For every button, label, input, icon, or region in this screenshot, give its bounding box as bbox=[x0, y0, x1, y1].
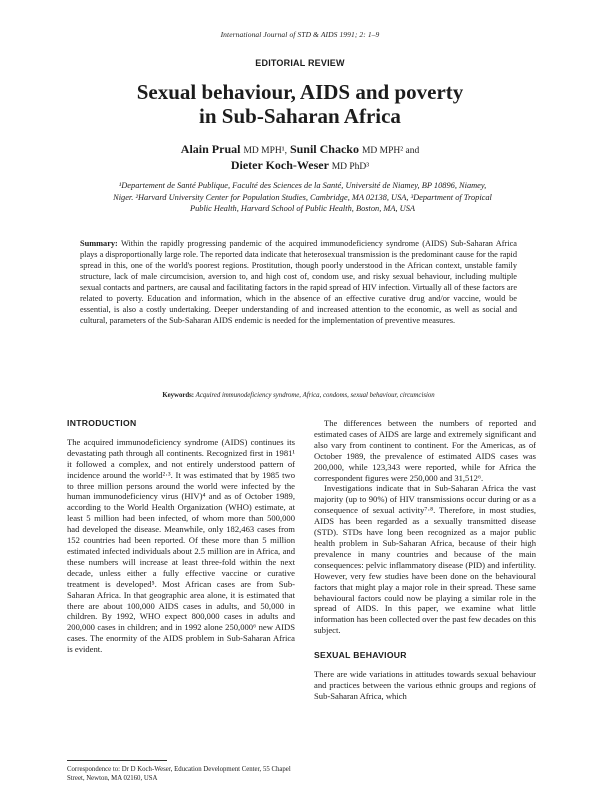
abstract-text: Within the rapidly progressing pandemic of the acquired immunodeficiency syndrome (AIDS) Sub-Saharan Africa plays a disproportionally large role. The reported data indicate that heterosexual transmission is the predominant cause for the rapid spread in this, one of the world's poorest regions. Prostitution, though poorly understood in the African context, unstable family structure, lack of male circumcision, aversion to, and high cost of, condom use, and risky sexual behaviour, including multiple sexual contacts and partners, are causal and facilitating factors in the rapid spread of HIV infection. Virtually all of these factors are related to poverty. Education and information, which in the absence of an effective curative drug and/or vaccine, would be essential, is also a costly undertaking. Deeper understanding of and increased attention to the economic, as well as social and cultural, parameters of the Sub-Saharan AIDS endemic is needed for the implementation of preventive measures. bbox=[80, 239, 517, 325]
footnote-divider bbox=[67, 760, 167, 761]
body-paragraph: There are wide variations in attitudes towards sexual behaviour and practices between the various ethnic groups and regions of Sub-Saharan Africa, which bbox=[314, 669, 536, 701]
sexual-behaviour-heading: SEXUAL BEHAVIOUR bbox=[314, 650, 407, 661]
author-line-2 bbox=[0, 158, 600, 174]
left-column bbox=[67, 418, 295, 655]
keywords-label: Keywords: bbox=[162, 392, 195, 399]
right-column bbox=[314, 418, 536, 702]
author-name: Alain Prual bbox=[180, 142, 241, 156]
author-degree: MD PhD³ bbox=[331, 162, 370, 172]
body-paragraph: Investigations indicate that in Sub-Saharan Africa the vast majority (up to 90%) of HIV transmissions occur during or as a consequence of sexual activity⁷·⁸. Therefore, in most studies, AIDS has been regarded as a sexually transmitted disease (STD). STDs have long been recognized as a major public health problem in Sub-Saharan Africa, because of their high prevalence in many countries and because of the main consequences: pelvic inflammatory disease (PID) and infertility. However, very few studies have been done on the behavioural factors that might play a major role in their spread. These same behavioural factors could now be playing a similar role in the spread of AIDS. In this paper, we examine what little information has been collected over the past few decades on this subject. bbox=[314, 483, 536, 636]
author-degree: MD MPH² and bbox=[361, 146, 420, 156]
correspondence-footnote: Correspondence to: Dr D Koch-Weser, Education Development Center, 55 Chapel Street, Newton, MA 02160, USA bbox=[67, 766, 291, 782]
abstract bbox=[80, 238, 517, 326]
author-line-1 bbox=[0, 142, 600, 158]
keywords-text: Acquired immunodeficiency syndrome, Africa, condoms, sexual behaviour, circumcision bbox=[195, 392, 435, 399]
body-paragraph: The differences between the numbers of reported and estimated cases of AIDS are large and extremely significant and also vary from continent to continent. For the Americas, as of October 1989, the prevalence of estimated AIDS cases was 200,000, while 123,343 were reported, while for Africa the correspondent figures were 250,000 and 31,512⁶. bbox=[314, 418, 536, 483]
introduction-paragraph: The acquired immunodeficiency syndrome (AIDS) continues its devastating path through all continents. Recognized first in 1981¹ it followed a complex, and not entirely understood pattern of incidence around the world²·³. It was estimated that by 1985 two to three million persons around the world were infected by the human immunodeficiency virus (HIV)⁴ and as of October 1989, according to the World Health Organization (WHO) estimate, at least 5 million had been infected, of whom more than 500,000 had developed the disease. Meanwhile, only 182,463 cases from 152 countries had been reported. Of these more than 5 million estimated infected individuals about 2.5 million are in Africa, and these numbers will increase at least three-fold within the next decade, unless either a fully effective vaccine or curative treatment is developed⁵. Most African cases are from Sub-Saharan Africa. In that geographic area alone, it is estimated that there are about 100,000 AIDS cases in adults, and 50,000 in children. By 1992, WHO expect 800,000 cases in adults and 200,000 cases in children; and in 1992 alone 250,000⁶ new AIDS cases. The enormity of the AIDS problem in Sub-Saharan Africa is evident. bbox=[67, 436, 295, 655]
keywords bbox=[80, 392, 517, 399]
title-line-1: Sexual behaviour, AIDS and poverty bbox=[136, 80, 464, 104]
author-list bbox=[0, 142, 600, 174]
introduction-heading: INTRODUCTION bbox=[67, 418, 137, 428]
journal-citation: International Journal of STD & AIDS 1991; 2: 1–9 bbox=[220, 30, 380, 39]
author-name: Dieter Koch-Weser bbox=[230, 158, 329, 172]
title-line-2: in Sub-Saharan Africa bbox=[199, 104, 401, 128]
author-affiliations: ¹Departement de Santé Publique, Faculté des Sciences de la Santé, Université de Niamey, BP 10896, Niamey, Niger. ²Harvard University Center for Population Studies, Cambridge, MA 02138, USA, ³Department of Tropical Public Health, Harvard School of Public Health, Boston, MA, USA bbox=[113, 181, 492, 213]
author-name: Sunil Chacko bbox=[289, 142, 359, 156]
section-label: EDITORIAL REVIEW bbox=[255, 58, 345, 68]
article-title bbox=[0, 80, 600, 128]
abstract-label: Summary: bbox=[80, 239, 118, 248]
author-degree: MD MPH¹, bbox=[243, 146, 287, 156]
